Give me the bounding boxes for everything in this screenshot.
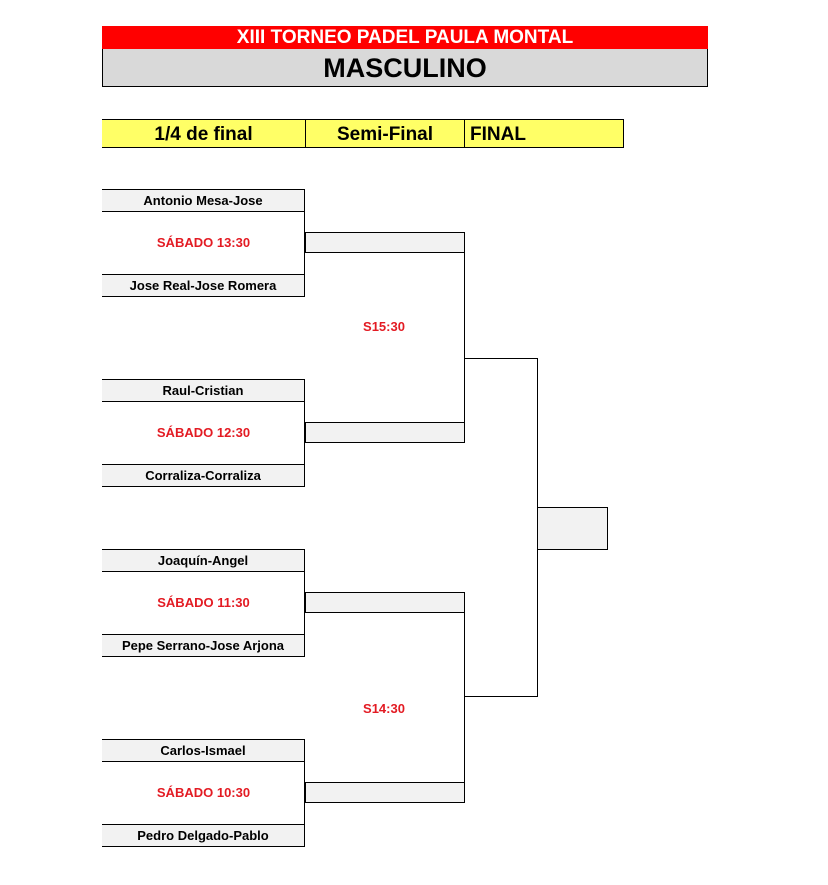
qf3-schedule: SÁBADO 11:30 [157, 595, 250, 610]
sf2-bracket-line [464, 613, 465, 783]
final-line-bottom [464, 696, 538, 697]
qf2-schedule: SÁBADO 12:30 [156, 425, 251, 440]
qf1-team-a: Antonio Mesa-Jose [102, 189, 305, 212]
sf1-schedule: S15:30 [363, 319, 405, 334]
qf3-team-a: Joaquín-Angel [102, 549, 305, 572]
round-header-semifinal: Semi-Final [305, 119, 464, 148]
final-slot [537, 507, 608, 550]
category-title: MASCULINO [102, 49, 708, 87]
sf2-slot-a [305, 592, 465, 613]
qf4-team-b: Pedro Delgado-Pablo [102, 824, 305, 847]
round-header-quarterfinal: 1/4 de final [102, 119, 305, 148]
qf1-schedule: SÁBADO 13:30 [156, 235, 251, 250]
sf1-slot-b [305, 422, 465, 443]
qf1-team-b: Jose Real-Jose Romera [102, 274, 305, 297]
sf1-bracket-line [464, 253, 465, 423]
qf2-team-a: Raul-Cristian [102, 379, 305, 402]
sf1-slot-a [305, 232, 465, 253]
qf3-team-b: Pepe Serrano-Jose Arjona [102, 634, 305, 657]
sf2-slot-b [305, 782, 465, 803]
qf4-team-a: Carlos-Ismael [102, 739, 305, 762]
final-line-top [464, 358, 538, 359]
sf2-schedule: S14:30 [363, 701, 405, 716]
qf4-schedule: SÁBADO 10:30 [156, 785, 251, 800]
round-header-final: FINAL [464, 119, 624, 148]
tournament-title: XIII TORNEO PADEL PAULA MONTAL [102, 26, 708, 49]
qf2-team-b: Corraliza-Corraliza [102, 464, 305, 487]
